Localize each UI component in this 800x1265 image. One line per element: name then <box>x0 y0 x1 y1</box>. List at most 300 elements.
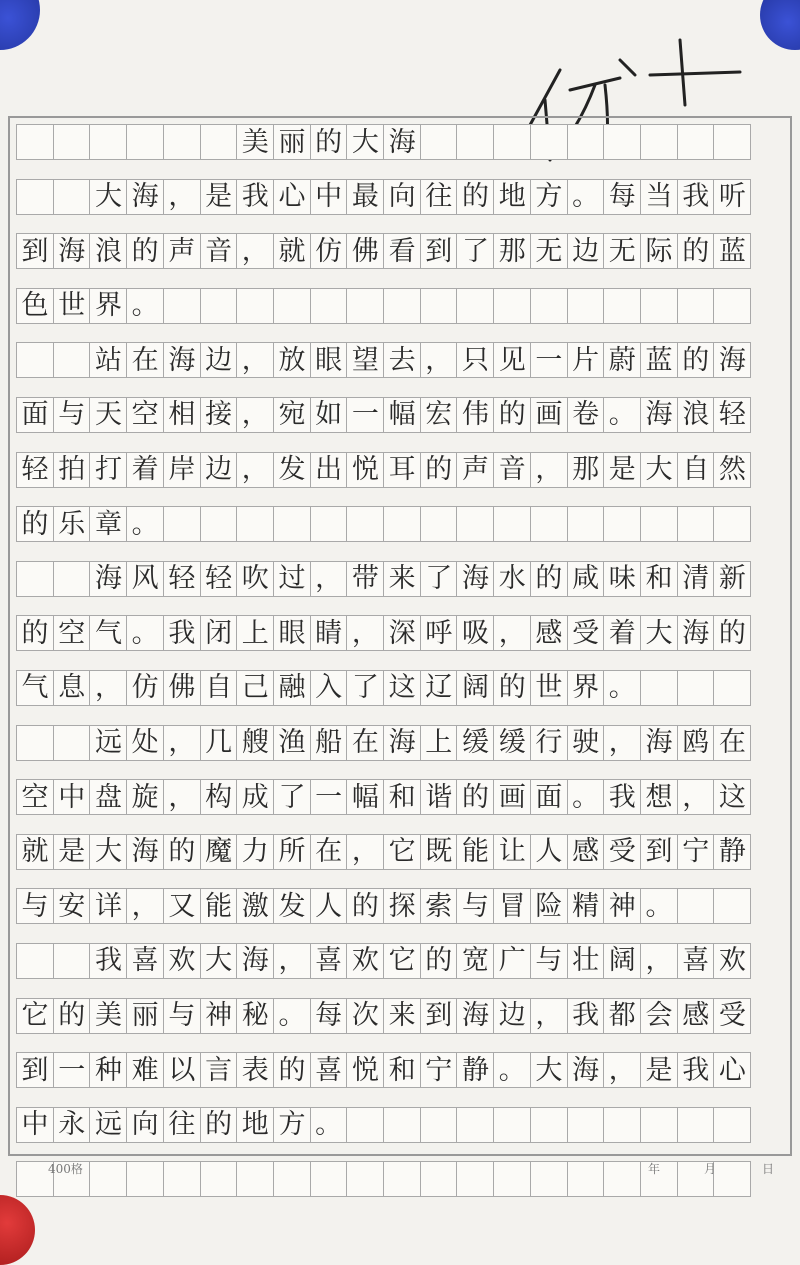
grid-cell: 无 <box>530 233 568 269</box>
grid-cell: 的 <box>126 233 164 269</box>
month-label: 月 <box>704 1162 717 1176</box>
grid-cell <box>713 288 751 324</box>
grid-cell: 就 <box>273 233 311 269</box>
grid-cell: 际 <box>640 233 678 269</box>
grid-cell: 中 <box>310 179 348 215</box>
grid-cell <box>493 506 531 542</box>
grid-cell: 是 <box>200 179 238 215</box>
grid-cell: 世 <box>530 670 568 706</box>
grid-cell: ， <box>236 452 274 488</box>
grid-cell: 鸥 <box>677 725 715 761</box>
grid-cell: 心 <box>713 1052 751 1088</box>
grid-cell: 我 <box>163 615 201 651</box>
grid-cell <box>420 506 458 542</box>
grid-row <box>16 779 784 815</box>
grid-cell: 喜 <box>310 943 348 979</box>
grid-cell: 感 <box>567 834 605 870</box>
grid-cell: 力 <box>236 834 274 870</box>
grid-cell: 闭 <box>200 615 238 651</box>
grid-cell: 次 <box>346 998 384 1034</box>
grid-cell: 世 <box>53 288 91 324</box>
grid-cell: 。 <box>126 615 164 651</box>
grid-cell: 章 <box>89 506 127 542</box>
grid-cell: 浪 <box>677 397 715 433</box>
grid-cell <box>493 124 531 160</box>
grid-cell <box>163 124 201 160</box>
grid-cell: 界 <box>89 288 127 324</box>
grid-cell <box>236 506 274 542</box>
grid-cell: ， <box>677 779 715 815</box>
grid-row <box>16 1052 784 1088</box>
grid-cell: 边 <box>200 342 238 378</box>
grid-cell: 。 <box>126 288 164 324</box>
grid-cell: 海 <box>713 342 751 378</box>
grid-count-label: 400格 <box>48 1162 83 1176</box>
grid-cell <box>640 288 678 324</box>
grid-cell: 望 <box>346 342 384 378</box>
grid-cell: 阔 <box>456 670 494 706</box>
grid-cell <box>640 506 678 542</box>
grid-cell: 轻 <box>16 452 54 488</box>
grid-cell: 海 <box>456 561 494 597</box>
grid-cell <box>346 1107 384 1143</box>
grid-cell <box>126 124 164 160</box>
grid-cell: 气 <box>89 615 127 651</box>
grid-cell: 一 <box>53 1052 91 1088</box>
grid-cell: 的 <box>273 1052 311 1088</box>
grid-cell: 到 <box>640 834 678 870</box>
grid-cell: 当 <box>640 179 678 215</box>
grid-cell <box>383 1107 421 1143</box>
grid-cell: 只 <box>456 342 494 378</box>
grid-cell: 来 <box>383 561 421 597</box>
grid-cell: ， <box>273 943 311 979</box>
grid-cell: 在 <box>713 725 751 761</box>
grid-cell: 每 <box>310 998 348 1034</box>
grid-cell: 呼 <box>420 615 458 651</box>
grid-cell: 船 <box>310 725 348 761</box>
grid-cell: 入 <box>310 670 348 706</box>
grid-cell: 风 <box>126 561 164 597</box>
grid-cell: 的 <box>346 888 384 924</box>
grid-cell <box>640 124 678 160</box>
grid-cell: 中 <box>53 779 91 815</box>
grid-cell: 大 <box>530 1052 568 1088</box>
grid-cell: 乐 <box>53 506 91 542</box>
grid-cell: 站 <box>89 342 127 378</box>
grid-cell: 打 <box>89 452 127 488</box>
grid-cell: ， <box>310 561 348 597</box>
grid-cell: 我 <box>89 943 127 979</box>
grid-cell: ， <box>236 233 274 269</box>
grid-cell: 精 <box>567 888 605 924</box>
grid-cell: 最 <box>346 179 384 215</box>
grid-cell: 大 <box>346 124 384 160</box>
grid-cell: 来 <box>383 998 421 1034</box>
grid-cell: 的 <box>713 615 751 651</box>
grid-cell: 地 <box>493 179 531 215</box>
grid-cell: 的 <box>493 670 531 706</box>
grid-cell: 耳 <box>383 452 421 488</box>
grid-cell: 吹 <box>236 561 274 597</box>
grid-cell: 浪 <box>89 233 127 269</box>
grid-cell: ， <box>530 452 568 488</box>
grid-cell: 了 <box>456 233 494 269</box>
grid-cell: 的 <box>163 834 201 870</box>
grid-cell: 处 <box>126 725 164 761</box>
grid-cell: 和 <box>383 779 421 815</box>
grid-cell: 味 <box>603 561 641 597</box>
grid-cell: 水 <box>493 561 531 597</box>
grid-cell: 见 <box>493 342 531 378</box>
grid-cell: 远 <box>89 725 127 761</box>
grid-cell: 新 <box>713 561 751 597</box>
grid-cell: 佛 <box>346 233 384 269</box>
grid-cell: 与 <box>456 888 494 924</box>
grid-cell: 大 <box>89 179 127 215</box>
grid-cell: 仿 <box>310 233 348 269</box>
grid-cell: 。 <box>603 397 641 433</box>
grid-cell: 大 <box>640 615 678 651</box>
grid-cell: 轻 <box>163 561 201 597</box>
grid-row <box>16 124 784 160</box>
grid-cell: 向 <box>383 179 421 215</box>
grid-cell <box>530 506 568 542</box>
grid-row <box>16 834 784 870</box>
grid-cell <box>640 670 678 706</box>
grid-cell <box>53 342 91 378</box>
grid-cell: 的 <box>456 179 494 215</box>
grid-cell: 海 <box>567 1052 605 1088</box>
grid-cell <box>53 943 91 979</box>
grid-cell: 人 <box>530 834 568 870</box>
grid-cell: 欢 <box>713 943 751 979</box>
grid-cell: 蔚 <box>603 342 641 378</box>
grid-cell <box>677 670 715 706</box>
grid-cell: 蓝 <box>713 233 751 269</box>
grid-cell <box>530 124 568 160</box>
grid-cell <box>200 124 238 160</box>
grid-cell: 。 <box>493 1052 531 1088</box>
grid-cell: 与 <box>16 888 54 924</box>
grid-cell: 幅 <box>346 779 384 815</box>
grid-cell: 融 <box>273 670 311 706</box>
grid-cell <box>16 561 54 597</box>
grid-cell: 的 <box>530 561 568 597</box>
grid-cell: 眼 <box>273 615 311 651</box>
grid-cell: 听 <box>713 179 751 215</box>
grid-cell: 己 <box>236 670 274 706</box>
grid-cell: 与 <box>163 998 201 1034</box>
grid-cell <box>677 124 715 160</box>
grid-cell <box>420 1107 458 1143</box>
grid-cell: 激 <box>236 888 274 924</box>
grid-cell <box>530 1107 568 1143</box>
grid-cell: 阔 <box>603 943 641 979</box>
grid-cell: 眼 <box>310 342 348 378</box>
grid-cell: 与 <box>53 397 91 433</box>
grid-cell: 静 <box>713 834 751 870</box>
grid-cell: 魔 <box>200 834 238 870</box>
grid-cell: 旋 <box>126 779 164 815</box>
grid-row <box>16 506 784 542</box>
red-pushpin <box>0 1195 35 1265</box>
grid-cell: 地 <box>236 1107 274 1143</box>
grid-cell: 悦 <box>346 452 384 488</box>
grid-cell: 海 <box>126 834 164 870</box>
grid-cell: 发 <box>273 452 311 488</box>
grid-cell: 清 <box>677 561 715 597</box>
grid-cell: 种 <box>89 1052 127 1088</box>
grid-cell: 面 <box>530 779 568 815</box>
grid-cell: 每 <box>603 179 641 215</box>
grid-cell: 空 <box>16 779 54 815</box>
grid-cell: 边 <box>200 452 238 488</box>
grid-row <box>16 1107 784 1143</box>
grid-cell: 我 <box>677 1052 715 1088</box>
grid-cell: 去 <box>383 342 421 378</box>
grid-cell: 的 <box>677 342 715 378</box>
grid-cell: 神 <box>200 998 238 1034</box>
grid-cell: 在 <box>126 342 164 378</box>
grid-cell: 能 <box>456 834 494 870</box>
grid-cell <box>456 288 494 324</box>
grid-cell: 的 <box>456 779 494 815</box>
grid-cell: 它 <box>16 998 54 1034</box>
grid-row <box>16 943 784 979</box>
grid-row <box>16 233 784 269</box>
grid-cell <box>16 124 54 160</box>
grid-cell: 。 <box>603 670 641 706</box>
grid-cell <box>16 943 54 979</box>
grid-cell: 一 <box>530 342 568 378</box>
grid-cell: 在 <box>310 834 348 870</box>
grid-cell: 着 <box>126 452 164 488</box>
grid-cell <box>603 288 641 324</box>
grid-cell: 画 <box>493 779 531 815</box>
grid-cell: 向 <box>126 1107 164 1143</box>
grid-cell: 。 <box>310 1107 348 1143</box>
grid-cell: 上 <box>236 615 274 651</box>
grid-cell: 音 <box>493 452 531 488</box>
grid-cell: 感 <box>530 615 568 651</box>
grid-cell: 索 <box>420 888 458 924</box>
grid-cell: 空 <box>53 615 91 651</box>
grid-cell: 欢 <box>163 943 201 979</box>
grid-row <box>16 397 784 433</box>
grid-cell <box>603 506 641 542</box>
grid-cell: 的 <box>493 397 531 433</box>
grid-row <box>16 342 784 378</box>
grid-cell: 我 <box>236 179 274 215</box>
grid-cell: 喜 <box>126 943 164 979</box>
grid-cell: 它 <box>383 834 421 870</box>
grid-cell: 轻 <box>713 397 751 433</box>
grid-cell: ， <box>530 998 568 1034</box>
grid-cell <box>530 288 568 324</box>
grid-cell: 。 <box>567 779 605 815</box>
grid-cell <box>713 888 751 924</box>
grid-cell: 谐 <box>420 779 458 815</box>
grid-cell <box>677 506 715 542</box>
grid-cell: ， <box>126 888 164 924</box>
grid-cell: 海 <box>126 179 164 215</box>
grid-cell: 到 <box>16 1052 54 1088</box>
grid-cell <box>677 888 715 924</box>
grid-cell <box>383 288 421 324</box>
grid-cell: 秘 <box>236 998 274 1034</box>
grid-cell: 喜 <box>677 943 715 979</box>
grid-cell: 往 <box>420 179 458 215</box>
grid-cell: 蓝 <box>640 342 678 378</box>
grid-cell: 神 <box>603 888 641 924</box>
grid-cell: 美 <box>236 124 274 160</box>
grid-cell <box>713 506 751 542</box>
grid-cell: 海 <box>163 342 201 378</box>
grid-cell: 宏 <box>420 397 458 433</box>
grid-cell: 以 <box>163 1052 201 1088</box>
grid-row <box>16 725 784 761</box>
grid-cell: 它 <box>383 943 421 979</box>
grid-cell: 天 <box>89 397 127 433</box>
grid-cell: 大 <box>640 452 678 488</box>
grid-cell: 放 <box>273 342 311 378</box>
grid-row <box>16 288 784 324</box>
grid-cell: 海 <box>640 397 678 433</box>
grid-cell <box>53 124 91 160</box>
grid-cell: 安 <box>53 888 91 924</box>
grid-cell <box>383 506 421 542</box>
grid-cell <box>713 1107 751 1143</box>
grid-cell: 的 <box>310 124 348 160</box>
grid-cell: 和 <box>640 561 678 597</box>
grid-cell: 让 <box>493 834 531 870</box>
grid-cell: 轻 <box>200 561 238 597</box>
grid-cell: 拍 <box>53 452 91 488</box>
grid-cell: ， <box>346 615 384 651</box>
grid-cell: 面 <box>16 397 54 433</box>
grid-cell: 远 <box>89 1107 127 1143</box>
grid-cell: 既 <box>420 834 458 870</box>
grid-cell: 。 <box>567 179 605 215</box>
grid-cell: 冒 <box>493 888 531 924</box>
grid-cell: 海 <box>236 943 274 979</box>
grid-cell: 那 <box>493 233 531 269</box>
grid-cell <box>713 670 751 706</box>
grid-cell: 我 <box>603 779 641 815</box>
grid-cell: ， <box>640 943 678 979</box>
grid-cell: ， <box>89 670 127 706</box>
grid-cell: 缓 <box>456 725 494 761</box>
grid-cell: 广 <box>493 943 531 979</box>
grid-cell: 成 <box>236 779 274 815</box>
grid-cell <box>603 1107 641 1143</box>
grid-row <box>16 670 784 706</box>
grid-cell <box>677 288 715 324</box>
grid-cell: 了 <box>420 561 458 597</box>
grid-cell <box>200 506 238 542</box>
grid-cell: 所 <box>273 834 311 870</box>
grid-cell: 都 <box>603 998 641 1034</box>
grid-cell: 方 <box>273 1107 311 1143</box>
grid-cell: 丽 <box>273 124 311 160</box>
grid-cell: 岸 <box>163 452 201 488</box>
grid-cell <box>640 1107 678 1143</box>
grid-cell: 宛 <box>273 397 311 433</box>
grid-cell: 会 <box>640 998 678 1034</box>
grid-cell: 美 <box>89 998 127 1034</box>
grid-cell: 行 <box>530 725 568 761</box>
grid-cell: 海 <box>640 725 678 761</box>
grid-row <box>16 615 784 651</box>
grid-cell: 方 <box>530 179 568 215</box>
grid-cell: 过 <box>273 561 311 597</box>
grid-cell <box>273 288 311 324</box>
grid-cell: ， <box>163 779 201 815</box>
grid-cell: 着 <box>603 615 641 651</box>
grid-cell: 海 <box>677 615 715 651</box>
grid-cell <box>713 124 751 160</box>
grid-cell: 受 <box>567 615 605 651</box>
grid-cell: 自 <box>677 452 715 488</box>
grid-cell: 声 <box>456 452 494 488</box>
grid-cell: 受 <box>603 834 641 870</box>
grid-cell: 静 <box>456 1052 494 1088</box>
grid-cell: 画 <box>530 397 568 433</box>
grid-cell: 宁 <box>420 1052 458 1088</box>
grid-cell: 宁 <box>677 834 715 870</box>
grid-cell: 看 <box>383 233 421 269</box>
grid-cell: 带 <box>346 561 384 597</box>
grid-cell: 然 <box>713 452 751 488</box>
grid-cell: 往 <box>163 1107 201 1143</box>
grid-cell: 这 <box>713 779 751 815</box>
grid-cell: 海 <box>89 561 127 597</box>
grid-cell: ， <box>236 397 274 433</box>
grid-cell: 在 <box>346 725 384 761</box>
grid-cell <box>16 342 54 378</box>
grid-cell <box>53 179 91 215</box>
grid-cell: ， <box>163 725 201 761</box>
grid-cell: 片 <box>567 342 605 378</box>
grid-cell: 吸 <box>456 615 494 651</box>
grid-cell: 人 <box>310 888 348 924</box>
grid-cell: 的 <box>53 998 91 1034</box>
grid-cell: 如 <box>310 397 348 433</box>
grid-cell <box>89 124 127 160</box>
grid-cell <box>456 124 494 160</box>
grid-cell: 到 <box>16 233 54 269</box>
paper-footer <box>0 1160 800 1184</box>
grid-cell: 一 <box>310 779 348 815</box>
grid-cell: 伟 <box>456 397 494 433</box>
blue-pushpin <box>0 0 40 50</box>
grid-cell: 渔 <box>273 725 311 761</box>
grid-row <box>16 452 784 488</box>
grid-cell: 的 <box>16 506 54 542</box>
grid-cell: 表 <box>236 1052 274 1088</box>
grid-cell <box>16 179 54 215</box>
grid-cell <box>273 506 311 542</box>
grid-cell <box>310 506 348 542</box>
grid-cell: 是 <box>603 452 641 488</box>
grid-cell: 几 <box>200 725 238 761</box>
grid-cell: 幅 <box>383 397 421 433</box>
grid-cell: 自 <box>200 670 238 706</box>
grid-cell: 受 <box>713 998 751 1034</box>
grid-cell: 空 <box>126 397 164 433</box>
grid-cell: 海 <box>53 233 91 269</box>
